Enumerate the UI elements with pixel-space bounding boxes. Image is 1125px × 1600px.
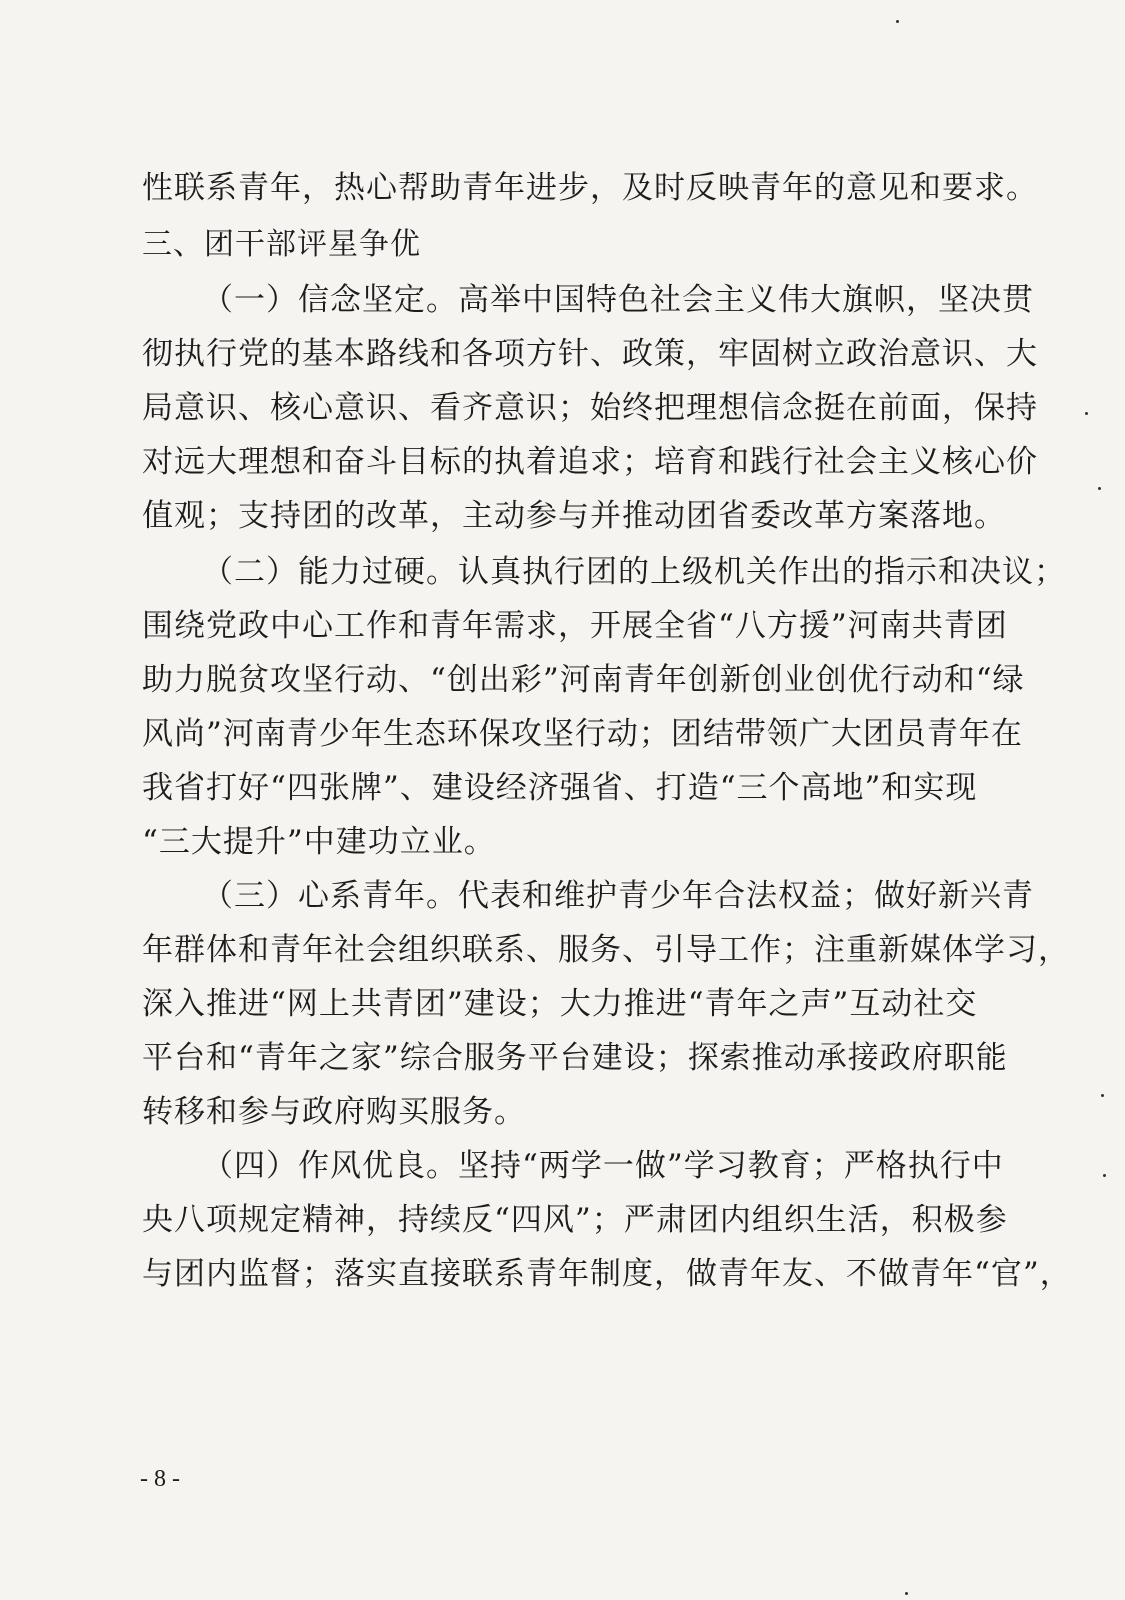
scan-speck <box>1103 1174 1106 1177</box>
paragraph-1-line: （一）信念坚定。高举中国特色社会主义伟大旗帜，坚决贯 <box>202 282 1034 318</box>
paragraph-2-line: （二）能力过硬。认真执行团的上级机关作出的指示和决议； <box>202 554 1066 590</box>
section-heading: 三、团干部评星争优 <box>142 227 421 262</box>
paragraph-2-line: 助力脱贫攻坚行动、“创出彩”河南青年创新创业创优行动和“绿 <box>142 662 1025 698</box>
paragraph-1-line: 对远大理想和奋斗目标的执着追求；培育和践行社会主义核心价 <box>142 444 1038 480</box>
page-number: - 8 - <box>140 1466 180 1492</box>
paragraph-1-line: 彻执行党的基本路线和各项方针、政策，牢固树立政治意识、大 <box>142 336 1038 372</box>
scan-speck <box>1101 1094 1104 1097</box>
text-line: 性联系青年，热心帮助青年进步，及时反映青年的意见和要求。 <box>142 170 1038 206</box>
paragraph-3-line: 年群体和青年社会组织联系、服务、引导工作；注重新媒体学习， <box>142 932 1070 968</box>
scan-speck <box>1098 487 1101 490</box>
paragraph-3-line: 平台和“青年之家”综合服务平台建设；探索推动承接政府职能 <box>142 1040 1008 1076</box>
paragraph-2-line: 我省打好“四张牌”、建设经济强省、打造“三个高地”和实现 <box>142 770 978 806</box>
scan-speck <box>1085 412 1088 415</box>
paragraph-3-line: 深入推进“网上共青团”建设；大力推进“青年之声”互动社交 <box>142 986 978 1022</box>
paragraph-1-line: 局意识、核心意识、看齐意识；始终把理想信念挺在前面，保持 <box>142 390 1038 426</box>
paragraph-3-line: （三）心系青年。代表和维护青少年合法权益；做好新兴青 <box>202 878 1034 914</box>
paragraph-2-line: “三大提升”中建功立业。 <box>142 824 496 860</box>
paragraph-3-line: 转移和参与政府购买服务。 <box>142 1094 526 1130</box>
scan-speck <box>896 20 899 23</box>
paragraph-1-line: 值观；支持团的改革，主动参与并推动团省委改革方案落地。 <box>142 498 1006 534</box>
paragraph-4-line: 央八项规定精神，持续反“四风”；严肃团内组织生活，积极参 <box>142 1202 1008 1238</box>
paragraph-4-line: 与团内监督；落实直接联系青年制度，做青年友、不做青年“官”， <box>142 1256 1072 1292</box>
paragraph-2-line: 围绕党政中心工作和青年需求，开展全省“八方援”河南共青团 <box>142 608 1008 644</box>
paragraph-2-line: 风尚”河南青少年生态环保攻坚行动；团结带领广大团员青年在 <box>142 716 1023 752</box>
scan-speck <box>905 1592 908 1595</box>
paragraph-4-line: （四）作风优良。坚持“两学一做”学习教育；严格执行中 <box>202 1148 1004 1184</box>
